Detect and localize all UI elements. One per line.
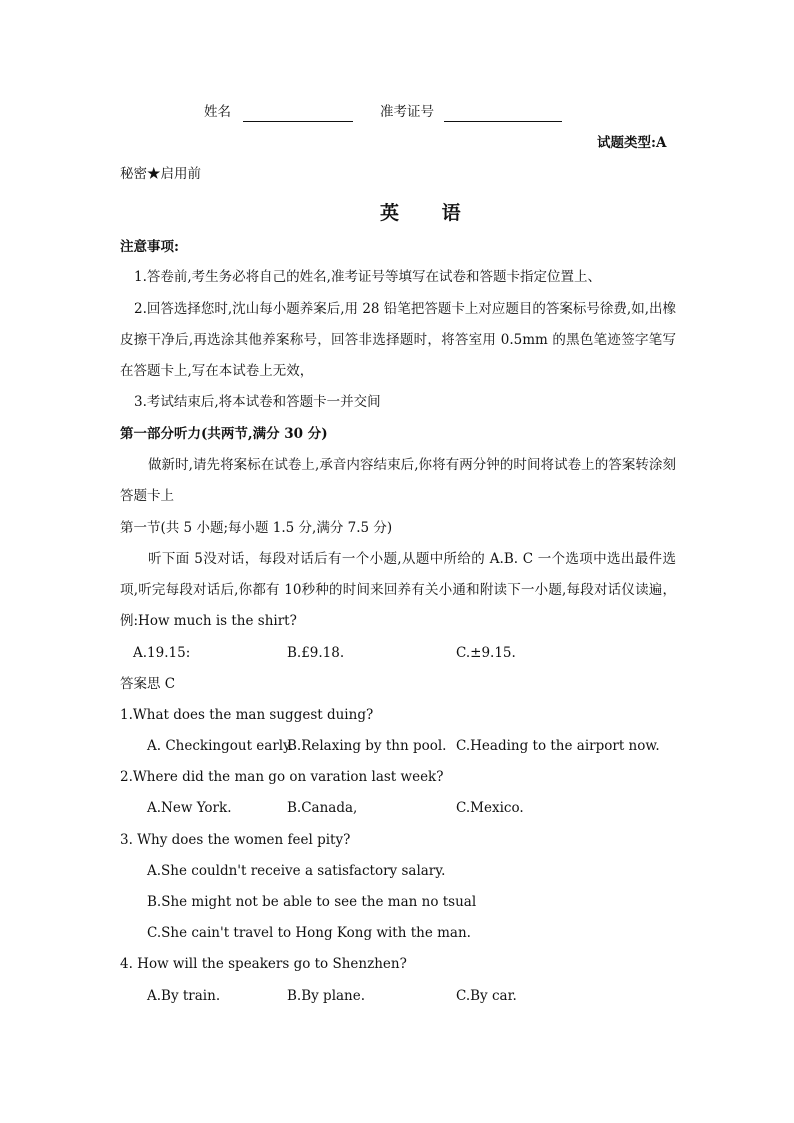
question-1-option-c[interactable]: C.Heading to the airport now. bbox=[456, 738, 660, 754]
notice-item-1: 1.答卷前,考生务必将自己的姓名,准考证号等填写在试卷和答题卡指定位置上、 bbox=[134, 269, 601, 285]
question-1-stem: 1.What does the man suggest duing? bbox=[120, 707, 374, 723]
name-label: 姓名 bbox=[204, 104, 231, 120]
question-3-option-a[interactable]: A.She couldn't receive a satisfactory salary. bbox=[147, 863, 446, 879]
confidential-mark: 秘密★启用前 bbox=[120, 166, 201, 182]
question-4-stem: 4. How will the speakers go to Shenzhen? bbox=[120, 956, 407, 972]
name-field bbox=[204, 102, 353, 122]
page-title: 英 语 bbox=[380, 202, 479, 224]
paper-type: 试题类型:A bbox=[597, 135, 667, 151]
example-option-b: B.£9.18. bbox=[287, 645, 345, 661]
example-option-a: A.19.15: bbox=[133, 645, 191, 661]
question-3-option-b[interactable]: B.She might not be able to see the man no tsual bbox=[147, 894, 477, 910]
exam-id-blank[interactable] bbox=[444, 107, 562, 122]
question-1-option-a[interactable]: A. Checkingout early. bbox=[147, 738, 294, 754]
question-2-option-c[interactable]: C.Mexico. bbox=[456, 800, 524, 816]
question-2-stem: 2.Where did the man go on varation last week? bbox=[120, 769, 444, 785]
question-1-option-b[interactable]: B.Relaxing by thn pool. bbox=[287, 738, 447, 754]
example-answer: 答案思 C bbox=[120, 676, 176, 692]
notice-item-2: 2.回答选择您时,沈山每小题养案后,用 28 铅笔把答题卡上对应题目的答案标号徐费,如,出橡皮擦干净后,再选涂其他养案称号，回答非选择题时，将答室用 0.5mm 的黑色笔迹签字笔写在答题卡上,写在本试卷上无效， bbox=[120, 301, 676, 379]
question-4-option-a[interactable]: A.By train. bbox=[147, 988, 221, 1004]
example-option-c: C.±9.15. bbox=[456, 645, 516, 661]
question-4-option-c[interactable]: C.By car. bbox=[456, 988, 517, 1004]
part1-heading: 第一部分听力(共两节,满分 30 分) bbox=[120, 426, 328, 442]
section1-heading: 第一节(共 5 小题;每小题 1.5 分,满分 7.5 分) bbox=[120, 520, 393, 536]
question-2-option-b[interactable]: B.Canada, bbox=[287, 800, 358, 816]
exam-id-field bbox=[380, 102, 562, 122]
name-blank[interactable] bbox=[243, 107, 353, 122]
notice-item-3: 3.考试结束后,将本试卷和答题卡一并交间 bbox=[134, 394, 381, 410]
part1-intro: 做新时,请先将案标在试卷上,承音内容结束后,你将有两分钟的时间将试卷上的答案转涂刻答题卡上 bbox=[120, 457, 676, 504]
question-3-stem: 3. Why does the women feel pity? bbox=[120, 832, 351, 848]
question-4-option-b[interactable]: B.By plane. bbox=[287, 988, 366, 1004]
question-3-option-c[interactable]: C.She cain't travel to Hong Kong with the man. bbox=[147, 925, 471, 941]
section1-instructions: 听下面 5没对话，每段对话后有一个小题,从题中所给的 A.B. C 一个选项中选出最件选项,听完每段对话后,你都有 10秒种的时间来回养有关小通和附读下一小题,每段对话仪读遍，例:How much is the shirt? bbox=[120, 551, 676, 629]
exam-id-label: 准考证号 bbox=[380, 104, 434, 120]
notice-heading: 注意事项: bbox=[120, 239, 179, 255]
question-2-option-a[interactable]: A.New York. bbox=[147, 800, 232, 816]
